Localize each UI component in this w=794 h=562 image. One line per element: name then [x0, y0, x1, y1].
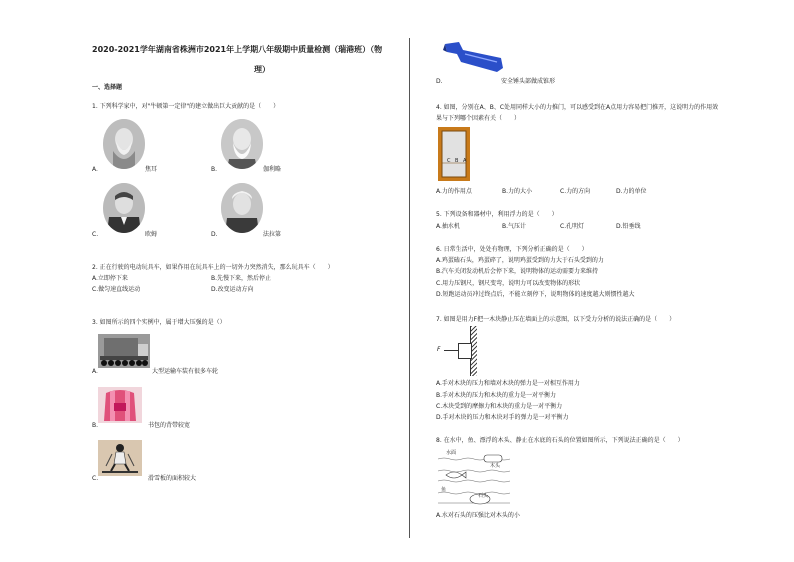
q3-option-c-text: 滑雪板的面积较大 — [148, 475, 197, 482]
column-divider — [409, 38, 410, 538]
q3-option-d-text: 安全锤头部做成锥形 — [501, 78, 556, 85]
q2-option-d: D.改变运动方向 — [211, 286, 254, 293]
q1-option-b-letter: B. — [211, 166, 218, 173]
q1-option-d-name: 法拉第 — [263, 231, 282, 238]
door-label-b: B — [455, 158, 459, 164]
portrait-joule — [103, 119, 145, 169]
q4-option-b: B.力的大小 — [502, 188, 533, 195]
q4-option-c: C.力的方向 — [560, 188, 591, 195]
portrait-ohm — [103, 183, 145, 233]
q2-option-b: B.先慢下来，然后停止 — [211, 275, 272, 282]
stone-label: 石头 — [478, 493, 489, 499]
q6-option-d: D.短跑运动员冲过终点后，不能立刻停下，说明物体的速度越大则惯性越大 — [436, 291, 635, 298]
q7-option-b: B.手对木块的压力和木块的重力是一对平衡力 — [436, 392, 557, 399]
q2-stem: 2. 正在行驶的电动玩具车，如果作用在玩具车上的一切外力突然消失，那么玩具车（ ） — [92, 264, 334, 271]
q1-option-c-letter: C. — [92, 231, 99, 238]
q3-option-d-letter: D. — [436, 78, 443, 85]
q4-stem-line1: 4. 如图，分别在A、B、C处用同样大小的力推门，可以感受到在A点用力容易把门推开，这说明力的作用效 — [436, 104, 719, 111]
q5-option-b: B.气压计 — [502, 223, 527, 230]
force-label: F — [437, 346, 441, 353]
q2-option-c: C.做匀速直线运动 — [92, 286, 141, 293]
q1-option-a-name: 焦耳 — [145, 166, 158, 173]
q1-option-d-letter: D. — [211, 231, 218, 238]
water-surface-label: 水面 — [446, 450, 457, 456]
q1-option-b-name: 伽利略 — [263, 166, 282, 173]
force-arrow — [444, 350, 458, 351]
q6-stem: 6. 日常生活中，处处有物理，下列分析正确的是（ ） — [436, 246, 588, 253]
q5-option-d: D.铅垂线 — [616, 223, 641, 230]
portrait-galileo — [221, 119, 263, 169]
q4-option-d: D.力的单位 — [616, 188, 647, 195]
q3-stem: 3. 如图所示的四个实例中，属于增大压强的是（） — [92, 319, 226, 326]
q7-option-c: C.木块受到的摩擦力和木块的重力是一对平衡力 — [436, 403, 563, 410]
portrait-faraday — [221, 183, 263, 233]
q6-option-c: C.用力压钢尺，钢尺变弯，说明力可以改变物体的形状 — [436, 280, 581, 287]
q2-option-a: A.立即停下来 — [92, 275, 128, 282]
q4-option-a: A.力的作用点 — [436, 188, 472, 195]
fish-label: 鱼 — [441, 487, 447, 493]
q1-option-a-letter: A. — [92, 166, 98, 173]
photo-transport-truck — [98, 334, 150, 368]
photo-schoolbag — [98, 387, 142, 423]
q3-option-a-letter: A. — [92, 368, 98, 375]
q8-option-a: A.水对石头的压强比对木头的小 — [436, 512, 520, 519]
q7-stem: 7. 如图是用力F把一木块静止压在墙面上的示意图，以下受力分析的说法正确的是（ ） — [436, 316, 676, 323]
q5-stem: 5. 下列设备和器材中，利用浮力的是（ ） — [436, 211, 558, 218]
q7-option-a: A.手对木块的压力和墙对木块的弹力是一对相互作用力 — [436, 380, 580, 387]
q5-option-a: A.抽水机 — [436, 223, 460, 230]
wood-label: 木头 — [490, 463, 501, 469]
photo-skier — [98, 440, 142, 476]
door-figure — [438, 127, 470, 181]
water-figure — [438, 449, 512, 507]
q3-option-c-letter: C. — [92, 475, 99, 482]
door-label-c: C — [447, 158, 451, 164]
q3-option-b-letter: B. — [92, 422, 99, 429]
q5-option-c: C.孔明灯 — [560, 223, 585, 230]
photo-safety-hammer — [441, 40, 505, 76]
exam-title-line2: 理） — [254, 65, 270, 74]
q6-option-b: B.汽车关闭发动机后会停下来，说明物体的运动需要力来维持 — [436, 268, 599, 275]
q8-stem: 8. 在水中，鱼、漂浮的木头、静止在水底的石头的位置如图所示，下列说法正确的是（ ） — [436, 437, 684, 444]
door-label-a: A — [463, 158, 467, 164]
q1-stem: 1. 下列科学家中，对"牛顿第一定律"的建立做出巨大贡献的是（ ） — [92, 103, 280, 110]
q3-option-b-text: 书包的背带较宽 — [148, 422, 191, 429]
section-heading: 一、选择题 — [92, 84, 123, 91]
q4-stem-line2: 果与下列哪个因素有关（ ） — [436, 115, 521, 122]
q1-option-c-name: 欧姆 — [145, 231, 158, 238]
q7-option-d: D.手对木块的压力和木块对手的弹力是一对平衡力 — [436, 414, 569, 421]
q6-option-a: A.鸡蛋磕石头，鸡蛋碎了，说明鸡蛋受到的力大于石头受到的力 — [436, 257, 604, 264]
exam-title-line1: 2020-2021学年湖南省株洲市2021年上学期八年级期中质量检测（瑞港班）（物 — [92, 45, 383, 54]
q3-option-a-text: 大型运输车装有很多车轮 — [152, 368, 219, 375]
wood-block — [458, 343, 472, 359]
